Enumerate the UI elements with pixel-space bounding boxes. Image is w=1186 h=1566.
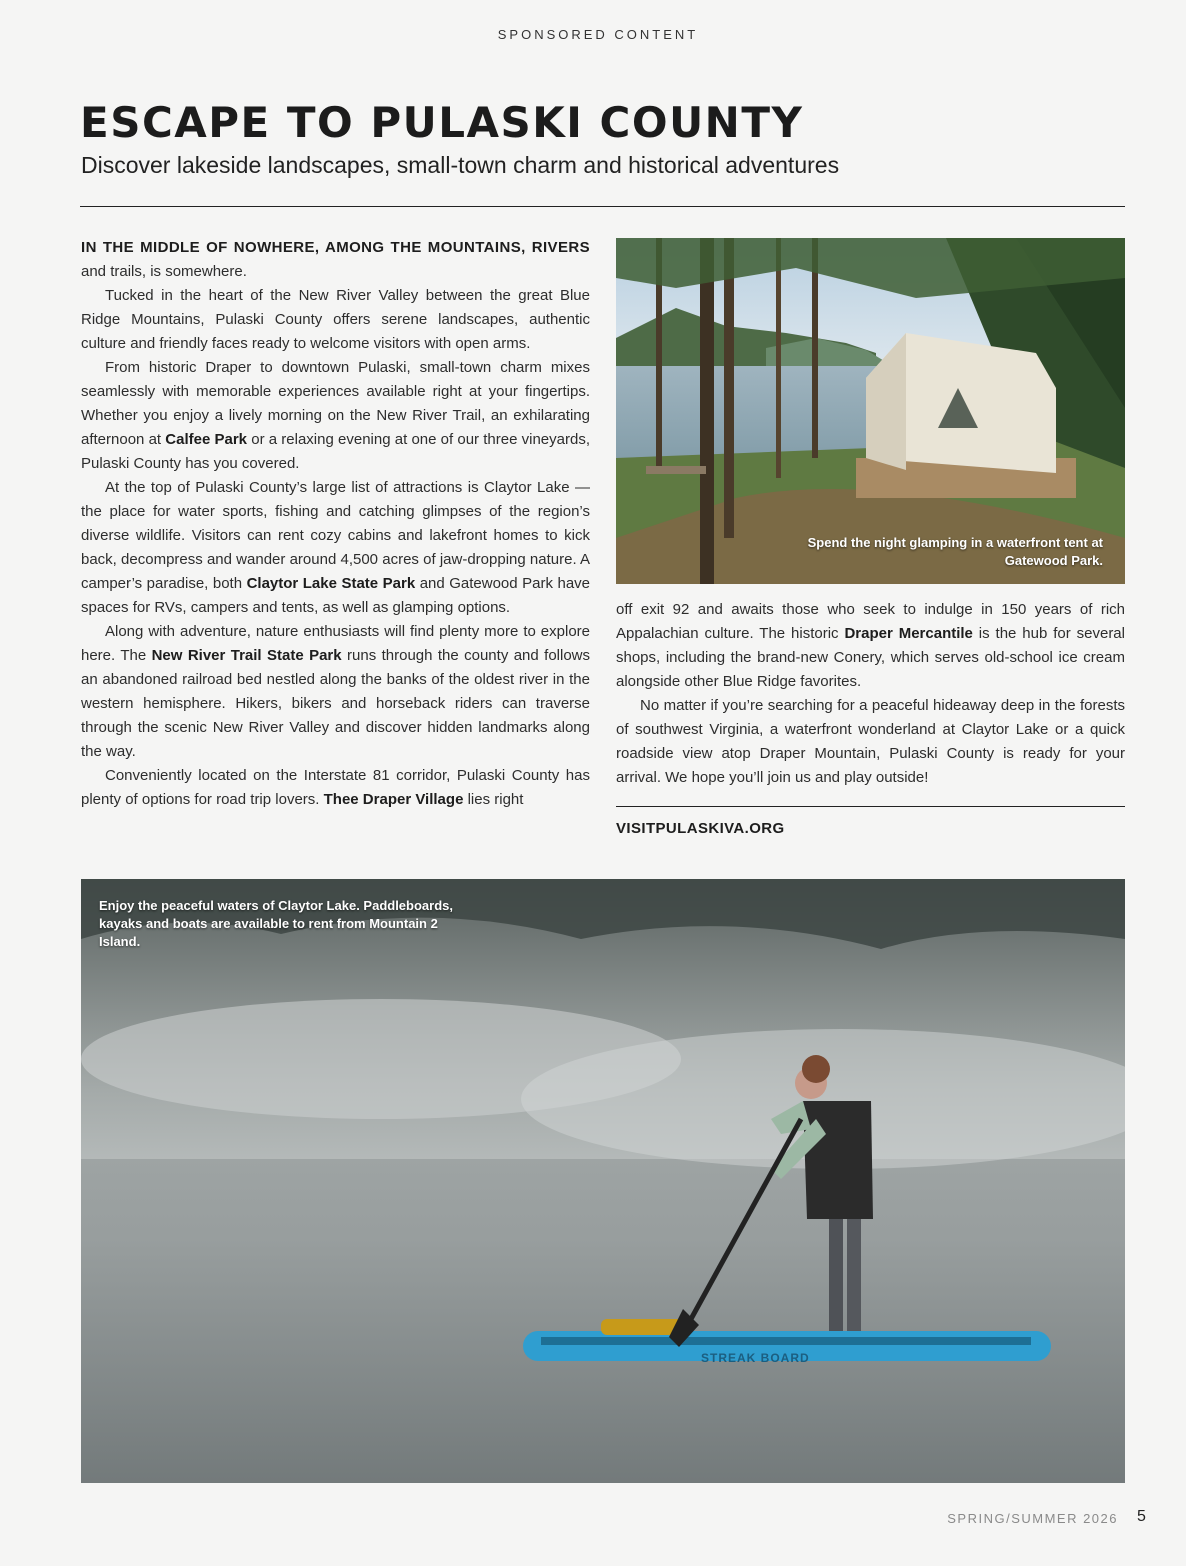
paragraph-7-text-a: off exit 92 and awaits those who seek to indulge in 150 years of rich Appalachian culture. The historic <box>616 601 1125 642</box>
page-number: 5 <box>1137 1508 1146 1525</box>
paragraph-3 <box>81 356 590 476</box>
left-column <box>81 236 590 812</box>
paragraph-4-text-c: and Gatewood Park have spaces for RVs, campers and tents, as well as glamping options. <box>81 575 591 616</box>
lead-in: IN THE MIDDLE OF NOWHERE, AMONG THE MOUNTAINS, RIVERS <box>81 239 590 256</box>
claytor-lake-state-park-highlight: Claytor Lake State Park <box>246 575 416 592</box>
paragraph-1-text: and trails, is somewhere. <box>81 263 247 280</box>
paragraph-6-text-a: Conveniently located on the Interstate 81 corridor, Pulaski County has plenty of options for road trip lovers. <box>81 767 590 808</box>
paragraph-7 <box>616 598 1125 694</box>
glamping-tent-illustration <box>616 238 1125 584</box>
paragraph-4-text-a: At the top of Pulaski County’s large list of attractions is Claytor Lake — the place for water sports, fishing and catching glimpses of the region’s diverse wildlife. Visitors can rent cozy cabins and lakefront homes to kick back, decompress and wander around 4,500 acres of jaw-dropping nature. A camper’s paradise, both <box>81 479 590 592</box>
article-subtitle: Discover lakeside landscapes, small-town charm and historical adventures <box>81 152 840 178</box>
board-brand-text: STREAK BOARD <box>701 1351 810 1365</box>
draper-mercantile-highlight: Draper Mercantile <box>844 625 973 642</box>
issue-label: SPRING/SUMMER 2026 <box>947 1511 1118 1526</box>
paragraph-8: No matter if you’re searching for a peaceful hideaway deep in the forests of southwest Virginia, a waterfront wonderland at Claytor Lake or a quick roadside view atop Draper Mountain, Pulaski County is ready for your arrival. We hope you’ll join us and play outside! <box>616 697 1125 786</box>
paddleboard-illustration <box>81 879 1125 1483</box>
paragraph-5-text-a: Along with adventure, nature enthusiasts will find plenty more to explore here. The <box>81 623 590 664</box>
calfee-park-highlight: Calfee Park <box>165 431 248 448</box>
paddleboard-photo-caption: Enjoy the peaceful waters of Claytor Lake. Paddleboards, kayaks and boats are available to rent from Mountain 2 Island. <box>99 898 453 949</box>
article-title: ESCAPE TO PULASKI COUNTY <box>80 98 804 147</box>
draper-village-highlight: Thee Draper Village <box>323 791 464 808</box>
paragraph-2: Tucked in the heart of the New River Valley between the great Blue Ridge Mountains, Pulaski County offers serene landscapes, authentic culture and friendly faces ready to welcome visitors with open arms. <box>81 287 590 352</box>
paragraph-6-text-c: lies right <box>463 791 524 808</box>
website-divider <box>616 806 1125 807</box>
paragraph-1 <box>81 236 590 284</box>
paddleboard-photo <box>81 879 1125 1483</box>
paragraph-5-text-c: runs through the county and follows an abandoned railroad bed nestled along the banks of the oldest river in the western hemisphere. Hikers, bikers and horseback riders can traverse through the scenic New River Valley and discover hidden landmarks along the way. <box>81 647 590 760</box>
paragraph-3-text-c: or a relaxing evening at one of our three vineyards, Pulaski County has you covered. <box>81 431 590 472</box>
paragraph-5 <box>81 620 590 764</box>
title-divider <box>80 206 1125 207</box>
website-link[interactable]: VISITPULASKIVA.ORG <box>616 820 785 837</box>
paragraph-6 <box>81 764 590 812</box>
paragraph-7-text-c: is the hub for several shops, including the brand-new Conery, which serves old-school ice cream alongside other Blue Ridge favorites. <box>616 625 1125 690</box>
right-column <box>616 598 1125 790</box>
paragraph-4 <box>81 476 590 620</box>
sponsored-content-tag: SPONSORED CONTENT <box>497 27 699 42</box>
new-river-trail-highlight: New River Trail State Park <box>151 647 342 664</box>
tent-photo-caption: Spend the night glamping in a waterfront tent at Gatewood Park. <box>807 535 1103 568</box>
glamping-tent-photo <box>616 238 1125 584</box>
paragraph-3-text-a: From historic Draper to downtown Pulaski, small-town charm mixes seamlessly with memorable experiences available right at your fingertips. Whether you enjoy a lively morning on the New River Trail, an exhilarating afternoon at <box>81 359 590 448</box>
